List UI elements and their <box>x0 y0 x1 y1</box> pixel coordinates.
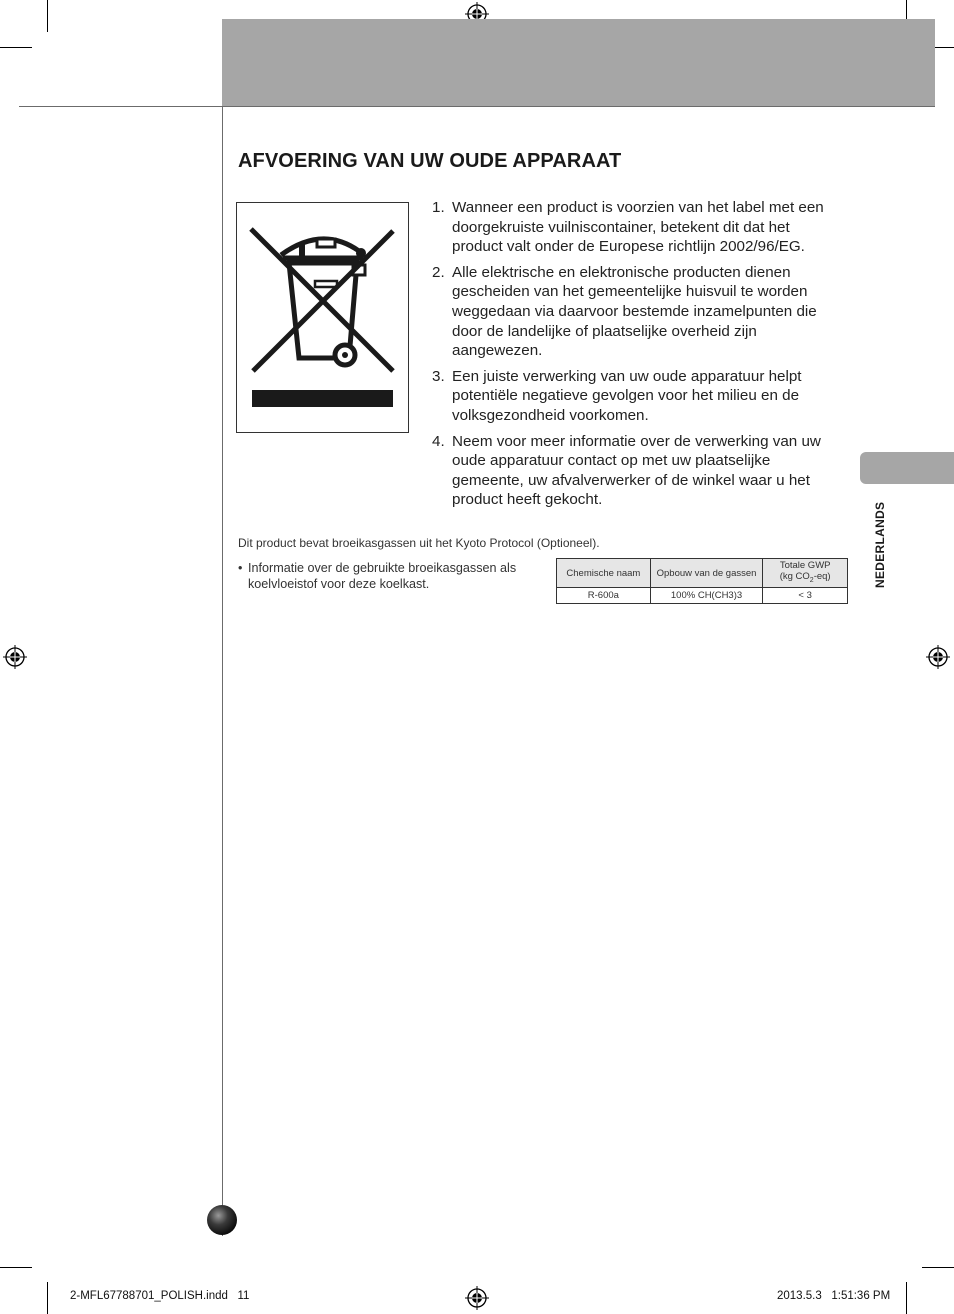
gwp-header-unit-post: -eq) <box>813 571 831 583</box>
gas-info-bullet <box>238 560 548 592</box>
disposal-steps <box>432 198 842 516</box>
list-item <box>432 263 842 361</box>
left-column-rule <box>222 106 223 1236</box>
page-marker-dot <box>207 1205 237 1235</box>
col-header-composition: Opbouw van de gassen <box>650 559 763 588</box>
step-number: 1. <box>432 199 445 216</box>
weee-symbol-box <box>236 202 409 433</box>
page-title: AFVOERING VAN UW OUDE APPARAAT <box>238 150 622 172</box>
header-rule <box>19 106 935 107</box>
crop-mark <box>47 0 48 32</box>
step-text: Een juiste verwerking van uw oude apparatuur helpt potentiële negatieve gevolgen voor het milieu en de volksgezondheid voorkomen. <box>452 367 802 424</box>
col-header-chemical-name: Chemische naam <box>557 559 651 588</box>
crop-mark <box>922 1267 954 1268</box>
step-number: 3. <box>432 367 445 385</box>
gwp-header-subscript: 2 <box>809 576 814 584</box>
cell-gwp: < 3 <box>763 588 848 604</box>
step-number: 4. <box>432 432 445 450</box>
kyoto-note: Dit product bevat broeikasgassen uit het Kyoto Protocol (Optioneel). <box>238 536 600 550</box>
cell-chemical-name: R-600a <box>557 588 651 604</box>
table-header-row <box>557 559 848 588</box>
list-item <box>432 432 842 510</box>
step-number: 2. <box>432 263 445 281</box>
list-item <box>432 198 842 257</box>
crop-mark <box>0 47 32 48</box>
step-text: Alle elektrische en elektronische producten dienen gescheiden van het gemeentelijke huisvuil te worden weggedaan via daarvoor bestemde inzamelpunten die door de landelijke of plaatselijke overheid zijn aangewezen. <box>452 263 817 360</box>
gwp-header-line1: Totale GWP <box>779 560 831 572</box>
crop-mark <box>47 1282 48 1314</box>
registration-mark-icon <box>465 1286 489 1310</box>
col-header-gwp <box>763 559 848 588</box>
step-text: Wanneer een product is voorzien van het label met een doorgekruiste vuilniscontainer, betekent dit dat het product valt onder de Europese richtlijn 2002/96/EG. <box>452 199 824 256</box>
crop-mark <box>0 1267 32 1268</box>
list-item <box>432 367 842 426</box>
footer-filename: 2-MFL67788701_POLISH.indd 11 <box>70 1290 250 1302</box>
gas-table <box>556 558 848 604</box>
cell-composition: 100% CH(CH3)3 <box>650 588 763 604</box>
header-band <box>222 19 935 106</box>
footer-timestamp: 2013.5.3 1:51:36 PM <box>777 1290 891 1302</box>
language-tab <box>860 452 954 484</box>
registration-mark-icon <box>926 645 950 669</box>
bullet-text: Informatie over de gebruikte broeikasgassen als koelvloeistof voor deze koelkast. <box>248 561 517 591</box>
crossed-out-wheelie-bin-icon <box>237 203 408 432</box>
registration-mark-icon <box>3 645 27 669</box>
bullet-symbol: • <box>238 561 243 575</box>
language-label: NEDERLANDS <box>873 501 887 588</box>
crop-mark <box>906 1282 907 1314</box>
gwp-header-unit-pre: (kg CO <box>779 571 810 583</box>
table-row <box>557 588 848 604</box>
step-text: Neem voor meer informatie over de verwerking van uw oude apparatuur contact op met uw plaatselijke gemeente, uw afvalverwerker of de winkel waar u het product heeft gekocht. <box>452 432 821 509</box>
